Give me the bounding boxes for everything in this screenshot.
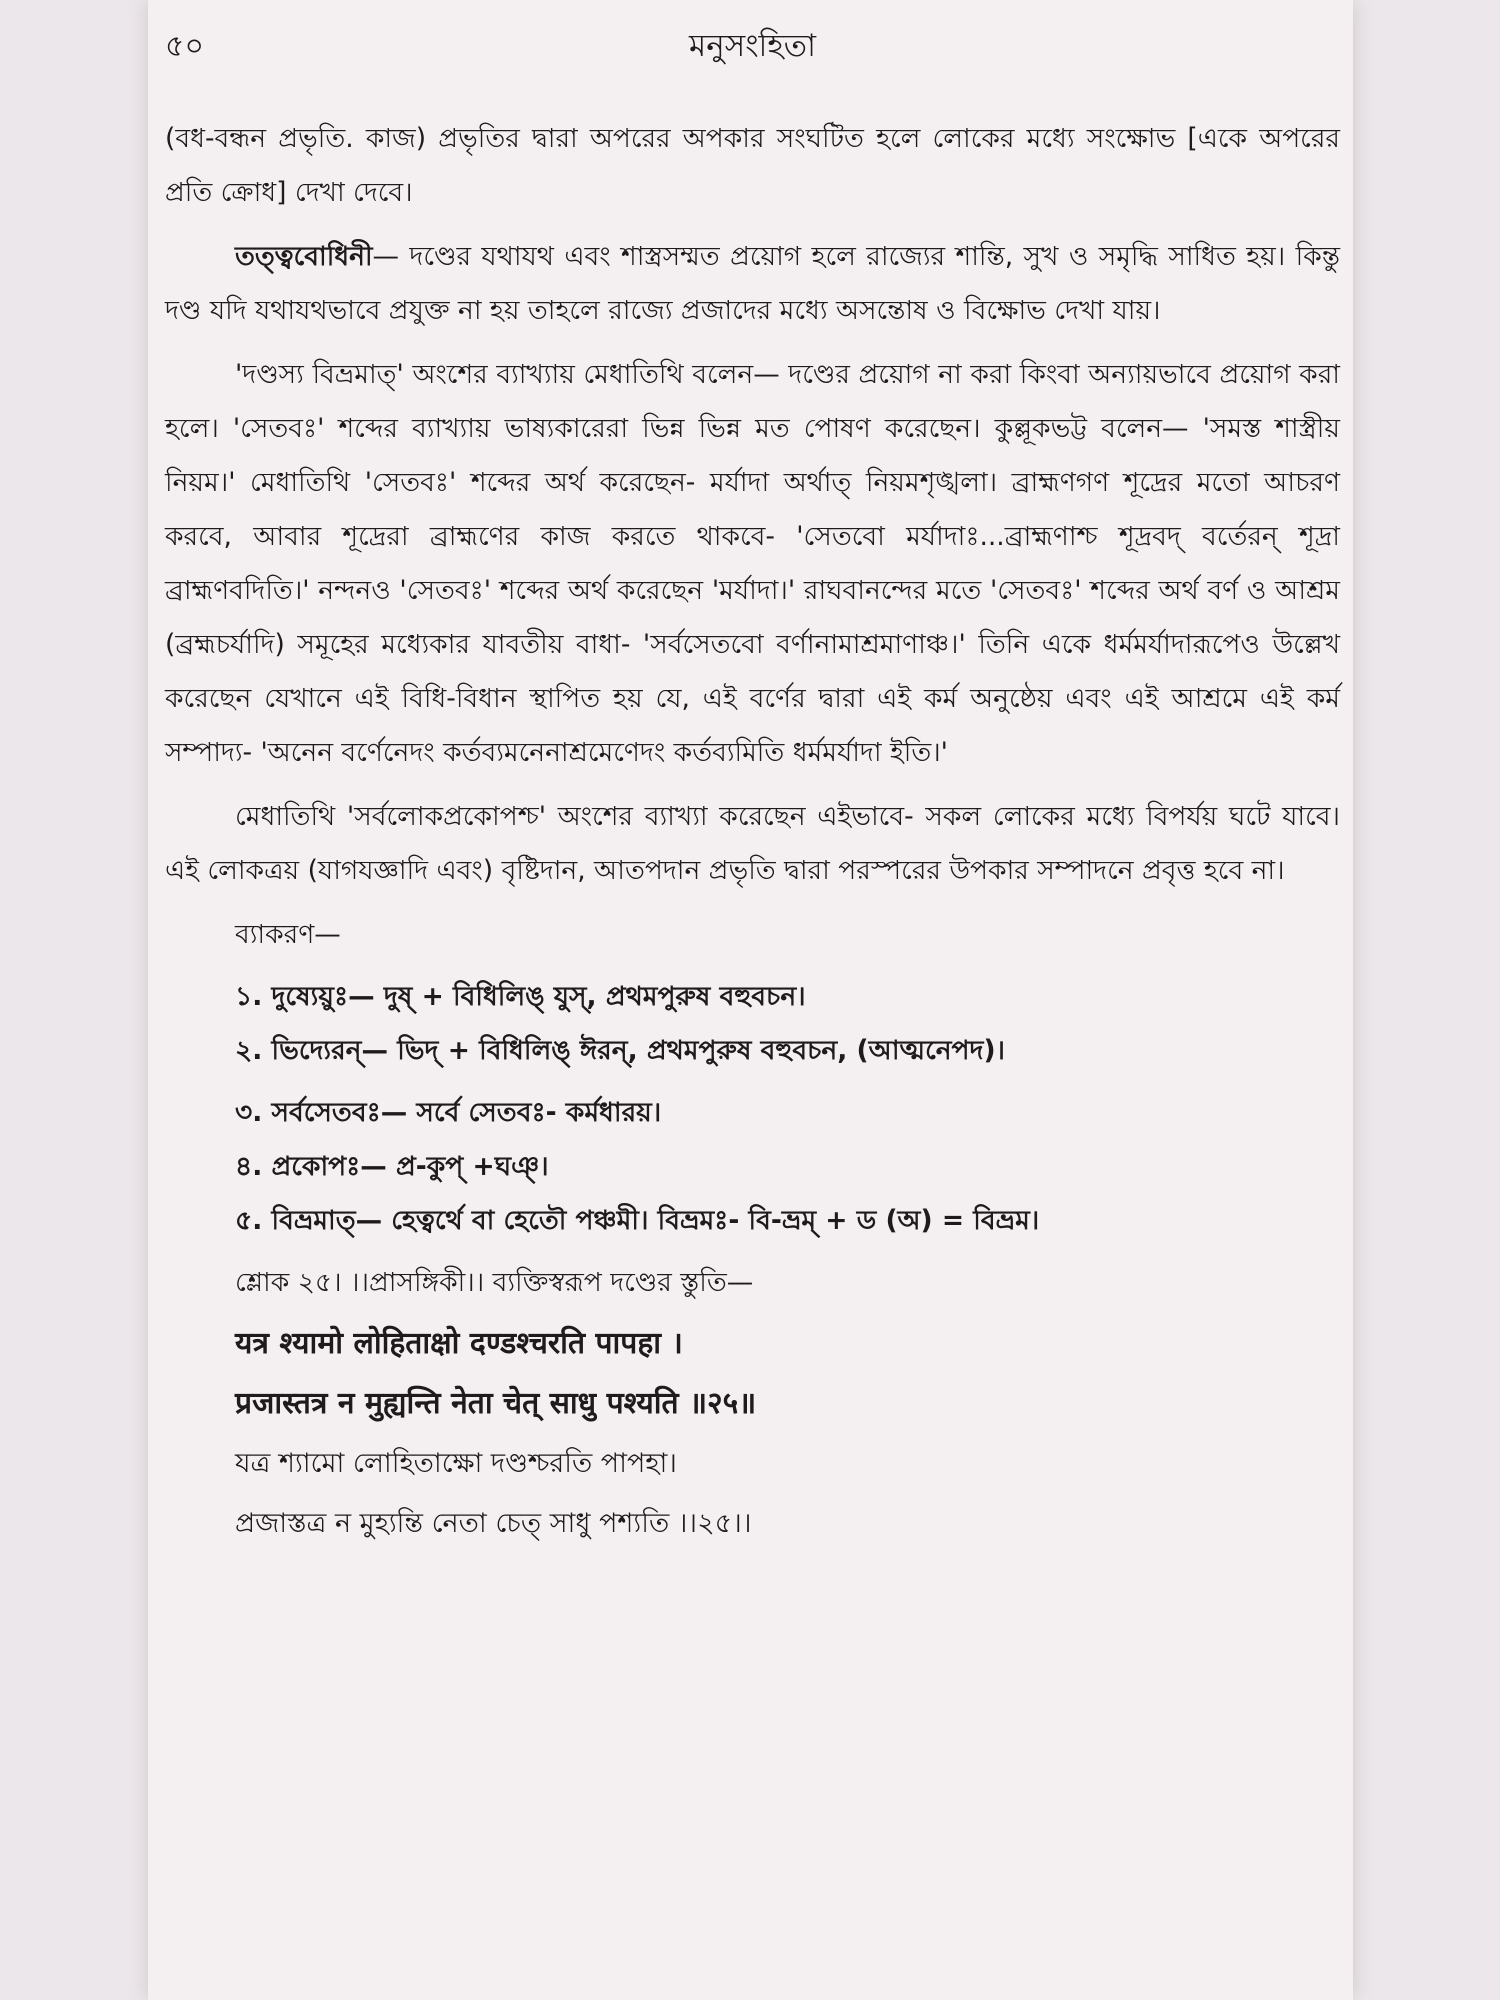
verse-bengali-line-2: প্রজাস্তত্র ন মুহ্যন্তি নেতা চেত্ সাধু পশ্যতি ।।২৫।। — [235, 1508, 752, 1539]
verse-bengali-line-1: যত্র শ্যামো লোহিতাক্ষো দণ্ডশ্চরতি পাপহা। — [235, 1448, 677, 1479]
grammar-item-4: ৪. প্রকোপঃ— প্র-কুপ্ +ঘঞ্। — [235, 1151, 549, 1182]
tattvabodhini-label: তত্ত্ববোধিনী — [235, 241, 373, 272]
grammar-item-3: ৩. সর্বসেতবঃ— সর্বে সেতবঃ- কর্মধারয়। — [235, 1097, 662, 1128]
paragraph-commentary: 'দণ্ডস্য বিভ্রমাত্' অংশের ব্যাখ্যায় মেধাতিথি বলেন— দণ্ডের প্রয়োগ না করা কিংবা অন্যায়ভাবে প্রয়োগ করা হলে। 'সেতবঃ' শব্দের ব্যাখ্যায় ভাষ্যকারেরা ভিন্ন ভিন্ন মত পোষণ করেছেন। কুল্লূকভট্ট বলেন— 'সমস্ত শাস্ত্রীয় নিয়ম।' মেধাতিথি 'সেতবঃ' শব্দের অর্থ করেছেন- মর্যাদা অর্থাত্ নিয়মশৃঙ্খলা। ব্রাহ্মণগণ শূদ্রের মতো আচরণ করবে, আবার শূদ্রেরা ব্রাহ্মণের কাজ করতে থাকবে- 'সেতবো মর্যাদাঃ...ব্রাহ্মণাশ্চ শূদ্রবদ্ বর্তেরন্ শূদ্রা ব্রাহ্মণবদিতি।' নন্দনও 'সেতবঃ' শব্দের অর্থ করেছেন 'মর্যাদা।' রাঘবানন্দের মতে 'সেতবঃ' শব্দের অর্থ বর্ণ ও আশ্রম (ব্রহ্মচর্যাদি) সমূহের মধ্যেকার যাবতীয় বাধা- 'সর্বসেতবো বর্ণানামাশ্রমাণাঞ্চ।' তিনি একে ধর্মমর্যাদারূপেও উল্লেখ করেছেন যেখানে এই বিধি-বিধান স্থাপিত হয় যে, এই বর্ণের দ্বারা এই কর্ম অনুষ্ঠেয় এবং এই আশ্রমে এই কর্ম সম্পাদ্য- 'অনেন বর্ণেনেদং কর্তব্যমনেনাশ্রমেণেদং কর্তব্যমিতি ধর্মমর্যাদা ইতি।' — [165, 359, 1340, 768]
verse-devanagari-line-1: यत्र श्यामो लोहिताक्षो दण्डश्चरति पापहा । — [235, 1326, 683, 1361]
grammar-item-2: ২. ভিদ্যেরন্— ভিদ্ + বিধিলিঙ্ ঈরন্, প্রথমপুরুষ বহুবচন, (আত্মনেপদ)। — [235, 1035, 1006, 1066]
book-page — [148, 0, 1353, 2000]
tattvabodhini-text: — দণ্ডের যথাযথ এবং শাস্ত্রসম্মত প্রয়োগ হলে রাজ্যের শান্তি, সুখ ও সমৃদ্ধি সাধিত হয়। কিন্তু দণ্ড যদি যথাযথভাবে প্রযুক্ত না হয় তাহলে রাজ্যে প্রজাদের মধ্যে অসন্তোষ ও বিক্ষোভ দেখা যায়। — [165, 241, 1340, 326]
paragraph-medhatithi: মেধাতিথি 'সর্বলোকপ্রকোপশ্চ' অংশের ব্যাখ্যা করেছেন এইভাবে- সকল লোকের মধ্যে বিপর্যয় ঘটে যাবে। এই লোকত্রয় (যাগযজ্ঞাদি এবং) বৃষ্টিদান, আতপদান প্রভৃতি দ্বারা পরস্পরের উপকার সম্পাদনে প্রবৃত্ত হবে না। — [165, 801, 1340, 886]
page-body — [165, 112, 1340, 1556]
grammar-item-1: ১. দুষ্যেয়ুঃ— দুষ্ + বিধিলিঙ্ যুস্, প্রথমপুরুষ বহুবচন। — [235, 981, 806, 1012]
grammar-heading: ব্যাকরণ— — [235, 919, 341, 950]
paragraph-1: (বধ-বন্ধন প্রভৃতি. কাজ) প্রভৃতির দ্বারা অপরের অপকার সংঘটিত হলে লোকের মধ্যে সংক্ষোভ [একে অপরের প্রতি ক্রোধ] দেখা দেবে। — [165, 123, 1340, 208]
shloka-label: শ্লোক ২৫। ।।প্রাসঙ্গিকী।। ব্যক্তিস্বরূপ দণ্ডের স্তুতি— — [235, 1267, 754, 1298]
grammar-item-5: ৫. বিভ্রমাত্— হেত্বর্থে বা হেতৌ পঞ্চমী। বিভ্রমঃ- বি-ভ্রম্ + ড (অ) = বিভ্রম। — [235, 1205, 1040, 1236]
page-number: ৫০ — [165, 29, 204, 64]
page-header — [165, 22, 1340, 72]
paragraph-tattvabodhini — [165, 230, 1340, 338]
running-title: মনুসংহিতা — [689, 28, 816, 64]
verse-devanagari-line-2: प्रजास्तत्र न मुह्यन्ति नेता चेत् साधु पश्यति ॥२५॥ — [235, 1386, 757, 1421]
